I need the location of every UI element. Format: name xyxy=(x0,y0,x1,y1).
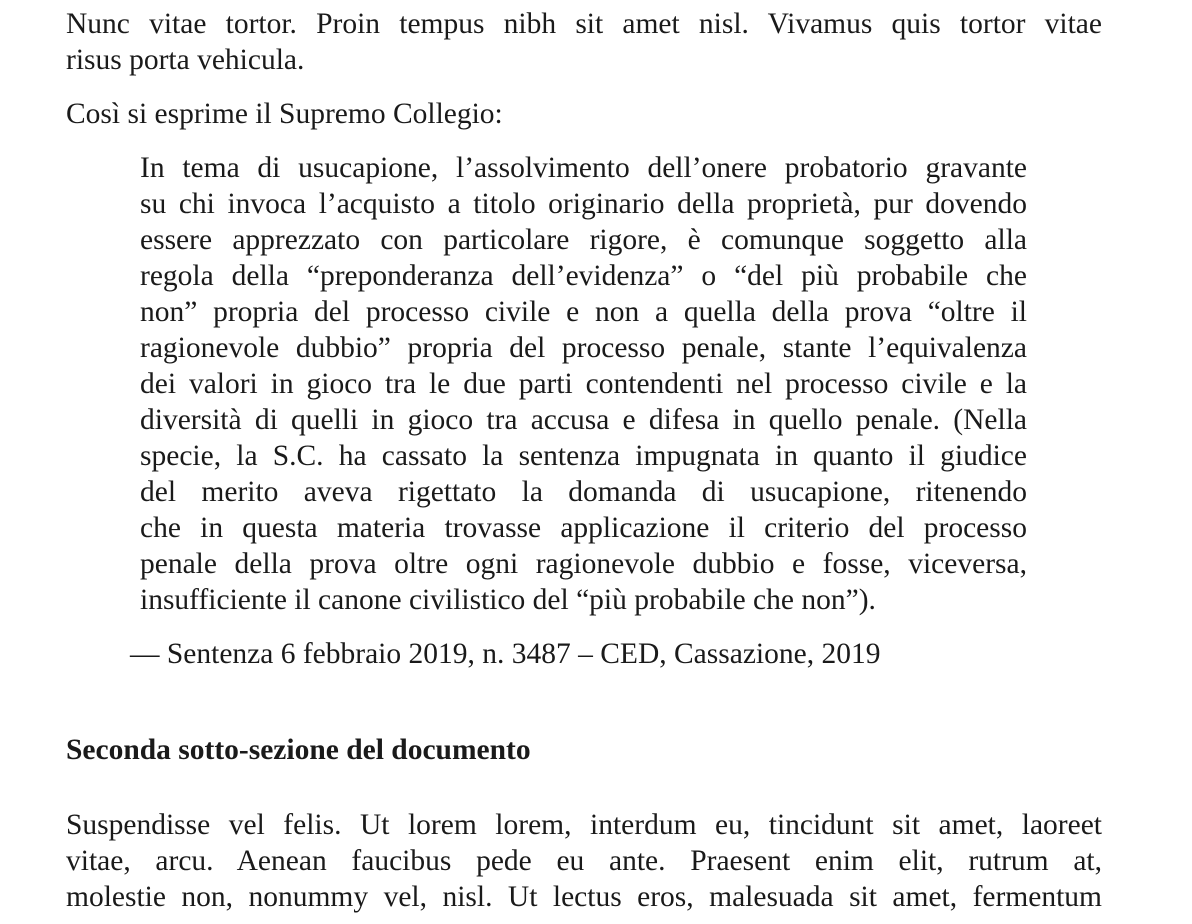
quote-line: dei valori in gioco tra le due parti contendenti nel processo civile e la xyxy=(140,368,1027,400)
paragraph-line: vitae, arcu. Aenean faucibus pede eu ante. Praesent enim elit, rutrum at, xyxy=(66,845,1102,877)
quote-line: non” propria del processo civile e non a quella della prova “oltre il xyxy=(140,296,1027,328)
quote-line: su chi invoca l’acquisto a titolo originario della proprietà, pur dovendo xyxy=(140,188,1027,220)
paragraph-line: Nunc vitae tortor. Proin tempus nibh sit amet nisl. Vivamus quis tortor vitae xyxy=(66,8,1102,40)
paragraph-line: risus porta vehicula. xyxy=(66,44,305,76)
quote-line: essere apprezzato con particolare rigore, è comunque soggetto alla xyxy=(140,224,1027,256)
quote-line: ragionevole dubbio” propria del processo penale, stante l’equivalenza xyxy=(140,332,1027,364)
quote-line: che in questa materia trovasse applicazione il criterio del processo xyxy=(140,512,1027,544)
paragraph-line: Suspendisse vel felis. Ut lorem lorem, interdum eu, tincidunt sit amet, laoreet xyxy=(66,809,1102,841)
intro-text: Così si esprime il Supremo Collegio: xyxy=(66,98,503,130)
paragraph-line: molestie non, nonummy vel, nisl. Ut lectus eros, malesuada sit amet, fermentum xyxy=(66,881,1102,913)
quote-line: regola della “preponderanza dell’evidenza” o “del più probabile che xyxy=(140,260,1027,292)
quote-line: penale della prova oltre ogni ragionevole dubbio e fosse, viceversa, xyxy=(140,548,1027,580)
quote-line: insufficiente il canone civilistico del “più probabile che non”). xyxy=(140,584,876,616)
quote-line: diversità di quelli in gioco tra accusa e difesa in quello penale. (Nella xyxy=(140,404,1027,436)
quote-line: del merito aveva rigettato la domanda di usucapione, ritenendo xyxy=(140,476,1027,508)
quote-line: specie, la S.C. ha cassato la sentenza impugnata in quanto il giudice xyxy=(140,440,1027,472)
section-heading: Seconda sotto-sezione del documento xyxy=(66,734,531,766)
quote-line: In tema di usucapione, l’assolvimento dell’onere probatorio gravante xyxy=(140,152,1027,184)
quote-attribution: — Sentenza 6 febbraio 2019, n. 3487 – CED, Cassazione, 2019 xyxy=(130,638,881,670)
